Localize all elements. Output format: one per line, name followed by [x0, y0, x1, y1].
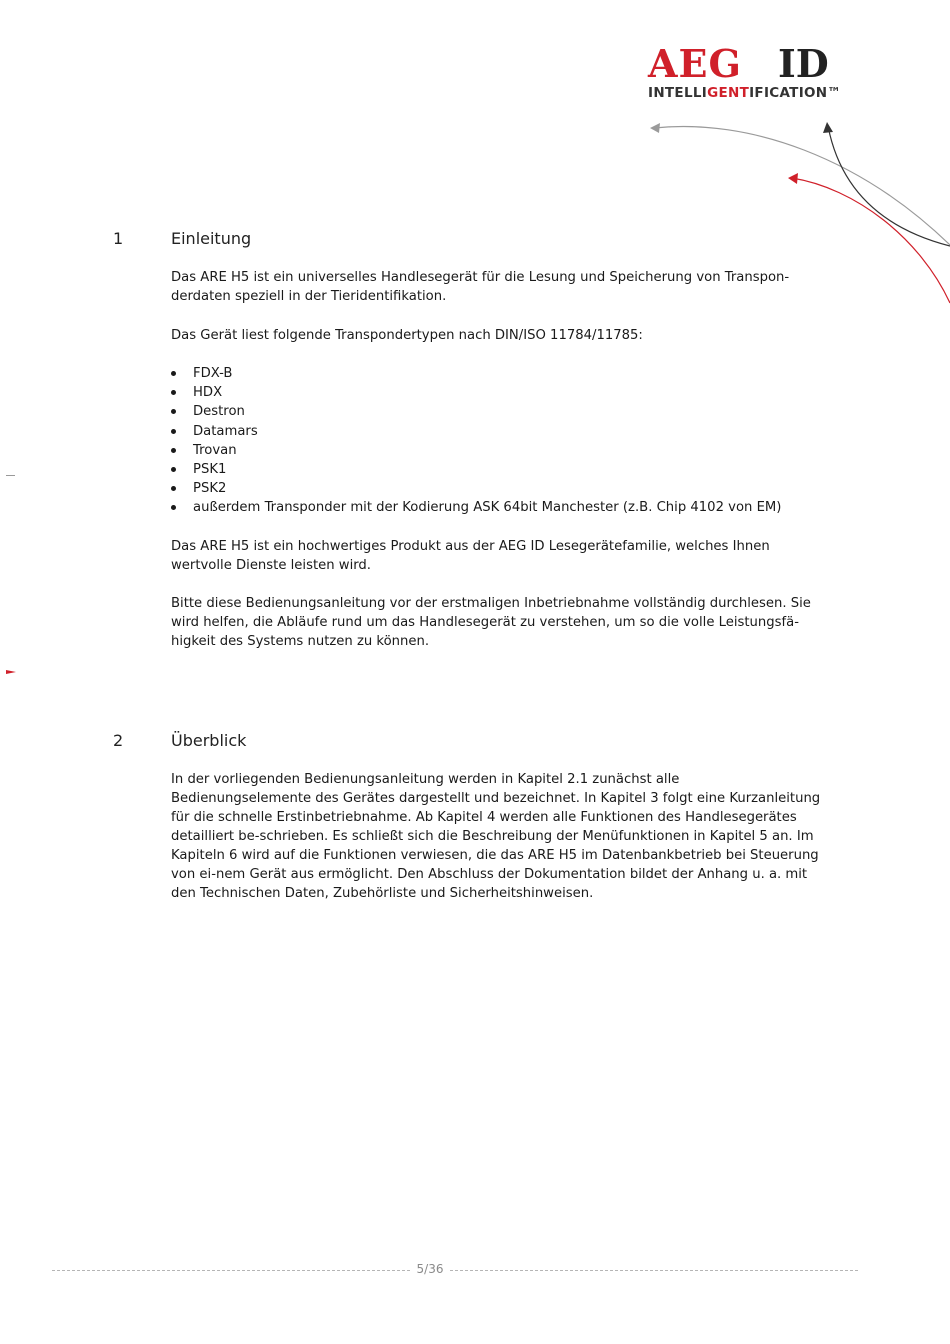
list-item: PSK2 [171, 479, 781, 498]
logo-id-text: ID [778, 41, 829, 86]
list-item: FDX-B [171, 364, 781, 383]
list-item: PSK1 [171, 460, 781, 479]
list-item: Trovan [171, 441, 781, 460]
section-1-paragraph-2: Das Gerät liest folgende Transpondertypen nach DIN/ISO 11784/11785: [171, 328, 643, 343]
company-logo [648, 41, 848, 104]
list-item: außerdem Transponder mit der Kodierung ASK 64bit Manchester (z.B. Chip 4102 von EM) [171, 498, 781, 517]
list-item: HDX [171, 383, 781, 402]
footer-divider-right [450, 1270, 858, 1271]
logo-tagline-part-c: IFICATION™ [749, 85, 842, 101]
section-1-paragraph-4: Bitte diese Bedienungsanleitung vor der erstmaligen Inbetriebnahme vollständig durchlesen. Sie wird helfen, die Abläufe rund um das Handlesegerät zu verstehen, um so die volle Leistungsfä-higkeit des Systems nutzen zu können. [171, 596, 811, 649]
section-1-paragraph-3: Das ARE H5 ist ein hochwertiges Produkt aus der AEG ID Lesegerätefamilie, welches Ihnen wertvolle Dienste leisten wird. [171, 539, 770, 573]
list-item: Destron [171, 402, 781, 421]
list-item: Datamars [171, 422, 781, 441]
section-1-title: Einleitung [171, 229, 252, 248]
section-1-paragraph-1: Das ARE H5 ist ein universelles Handlesegerät für die Lesung und Speicherung von Transpon-derdaten speziell in der Tieridentifikation. [171, 270, 790, 304]
transponder-type-list [171, 364, 781, 518]
logo-tagline-part-b: GENT [707, 85, 750, 101]
logo-tagline-part-a: INTELLI [648, 85, 708, 101]
section-2-number: 2 [113, 731, 124, 750]
logo-aeg-text: AEG [648, 41, 742, 86]
section-2-title: Überblick [171, 731, 247, 750]
margin-mark-red-icon [6, 668, 16, 676]
section-2-paragraph-1: In der vorliegenden Bedienungsanleitung werden in Kapitel 2.1 zunächst alle Bedienungselemente des Gerätes dargestellt und bezeichnet. In Kapitel 3 folgt eine Kurzanleitung für die schnelle Erstinbetriebnahme. Ab Kapitel 4 werden alle Funktionen des Handlesegerätes detailliert be-schrieben. Es schließt sich die Beschreibung der Menüfunktionen in Kapitel 5 an. Im Kapiteln 6 wird auf die Funktionen verwiesen, die das ARE H5 im Datenbankbetrieb bei Steuerung von ei-nem Gerät aus ermöglicht. Den Abschluss der Dokumentation bildet der Anhang u. a. mit den Technischen Daten, Zubehörliste und Sicherheitshinweisen. [171, 772, 821, 901]
footer-divider-left [52, 1270, 410, 1271]
margin-mark-gray [6, 475, 15, 476]
logo-tagline [648, 85, 841, 101]
page-number: 5/36 [416, 1262, 444, 1276]
section-1-number: 1 [113, 229, 124, 248]
